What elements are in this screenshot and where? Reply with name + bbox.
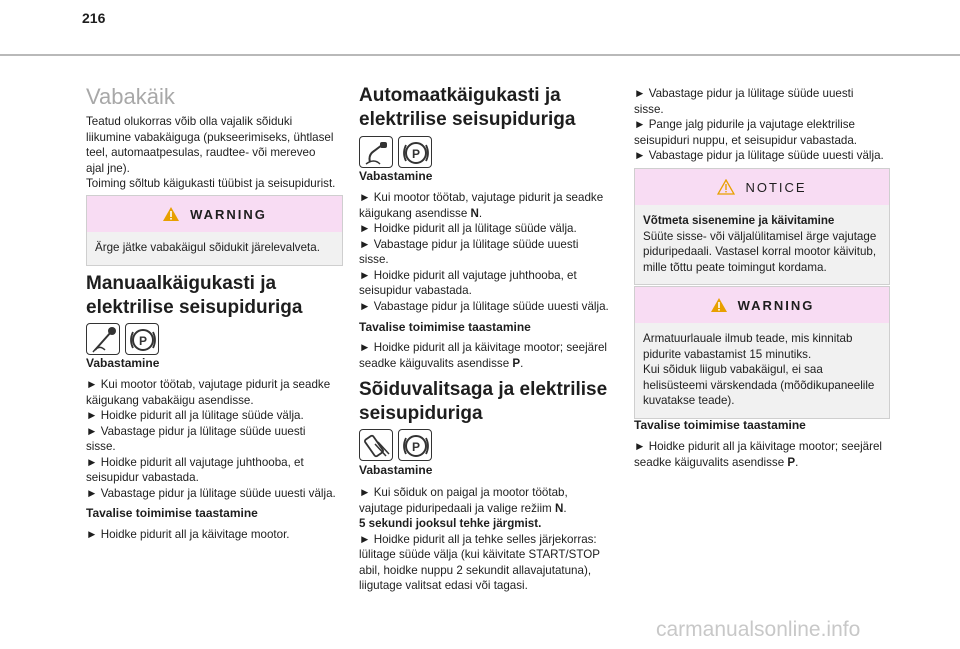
warning-line: Kui sõiduk liigub vabakäigul, ei saa [643, 363, 823, 376]
step-line: ► Vabastage pidur ja lülitage süüde uuesti välja. [86, 486, 336, 500]
bold-instruction: 5 sekundi jooksul tehke järgmist. [359, 517, 542, 530]
warning-triangle-icon [162, 206, 180, 222]
step-line: ► Pange jalg pidurile ja vajutage elektrilise [634, 118, 855, 131]
notice-body [635, 205, 889, 284]
notice-header [635, 169, 889, 205]
warning-line: pidurite vabastamist 15 minutiks. [643, 347, 812, 361]
section-title-manual [86, 272, 302, 320]
warning-box [634, 286, 890, 419]
release-steps [359, 190, 621, 314]
warning-body [635, 323, 889, 418]
warning-text: Ärge jätke vabakäigul sõidukit järelevalveta. [95, 241, 320, 254]
notice-line: mille tõttu peate toimingut kordama. [643, 260, 827, 274]
notice-line: Süüte sisse- või väljalülitamisel ärge vajutage [643, 229, 877, 243]
parking-brake-icon [398, 429, 432, 461]
step-line: ► Hoidke pidurit all vajutage juhthooba, et [86, 455, 304, 469]
restore-heading: Tavalise toimimise taastamine [86, 506, 258, 520]
restore-steps [359, 340, 621, 371]
icon-row [86, 323, 159, 355]
notice-triangle-icon [717, 179, 735, 195]
gear-p: P [512, 356, 521, 370]
step-line: ► Hoidke pidurit all ja käivitage mootor. [86, 528, 290, 541]
step-line: seadke käiguvalits asendisse P. [359, 356, 524, 370]
step-line: ► Hoidke pidurit all vajutage juhthooba, et [359, 268, 577, 282]
warning-label: WARNING [190, 206, 267, 222]
step-line: ► Vabastage pidur ja lülitage süüde uuesti [86, 424, 306, 438]
warning-triangle-icon [710, 297, 728, 313]
step-line: sisse. [359, 253, 389, 266]
intro-line: liikumine vabakäiguga (pukseerimiseks, ühtlasel [86, 130, 334, 144]
intro-line: Teatud olukorras võib olla vajalik sõiduki [86, 115, 293, 128]
release-steps [359, 485, 621, 594]
warning-box [86, 195, 343, 266]
step-line: ► Hoidke pidurit all ja lülitage süüde välja. [86, 409, 304, 422]
step-line: seadke käiguvalits asendisse P. [634, 455, 799, 469]
step-line: ► Hoidke pidurit all ja tehke selles järjekorras: [359, 532, 597, 546]
step-text: seadke käiguvalits asendisse [359, 356, 510, 370]
step-line: sisse. [634, 102, 664, 116]
section-title-automatic [359, 84, 575, 132]
restore-heading: Tavalise toimimise taastamine [359, 320, 531, 334]
notice-line: piduripedaali. Vastasel korral mootor käivitub, [643, 245, 877, 258]
notice-title: Võtmeta sisenemine ja käivitamine [643, 214, 835, 227]
step-line: ► Hoidke pidurit all ja käivitage mootor; seejärel [359, 341, 607, 354]
svg-text:P: P [139, 334, 148, 348]
section-title-line: seisupiduriga [359, 403, 483, 424]
page-title: Vabakäik [86, 84, 175, 109]
step-line: liigutage valitsat edasi või tagasi. [359, 579, 528, 592]
step-line: ► Vabastage pidur ja lülitage süüde uuesti [634, 87, 854, 100]
mode-n: N [554, 501, 564, 515]
step-line: ► Vabastage pidur ja lülitage süüde uuesti välja. [359, 299, 609, 313]
warning-line: Armatuurlauale ilmub teade, mis kinnitab [643, 332, 853, 345]
section-title-line: elektrilise seisupiduriga [359, 109, 576, 130]
restore-steps [634, 439, 896, 470]
step-line: vajutage piduripedaali ja valige režiim N. [359, 501, 567, 515]
parking-brake-icon [398, 136, 432, 168]
step-line: seisupiduri nuppu, et seisupidur vabastada. [634, 133, 858, 147]
intro-line: teel, automaatpesulas, raudtee- või mereveo [86, 146, 316, 159]
step-line-bold [359, 516, 621, 532]
step-line: ► Vabastage pidur ja lülitage süüde uuesti [359, 237, 579, 251]
notice-label: NOTICE [745, 179, 807, 195]
warning-line: helisüsteemi värskendada (mõõdikupaneelile [643, 378, 875, 392]
watermark: carmanualsonline.info [656, 618, 861, 641]
step-line: ► Hoidke pidurit all ja käivitage mootor; seejärel [634, 440, 882, 453]
section-title-selector [359, 378, 607, 426]
section-title-line: Manuaalkäigukasti ja [86, 273, 277, 294]
section-title-line: Sõiduvalitsaga ja elektrilise [359, 379, 608, 400]
notice-box [634, 168, 890, 285]
automatic-gearshift-icon [359, 136, 393, 168]
step-line: ► Kui mootor töötab, vajutage pidurit ja seadke [359, 191, 604, 204]
step-line: lülitage süüde välja (kui käivitate START/STOP [359, 548, 600, 561]
step-line: käigukang vabakäigu asendisse. [86, 393, 254, 407]
continued-steps [634, 86, 896, 164]
svg-text:P: P [412, 440, 421, 454]
gear-p: P [787, 455, 796, 469]
release-heading: Vabastamine [359, 463, 433, 477]
gear-n: N [470, 206, 479, 220]
icon-row [359, 136, 432, 168]
page-number: 216 [82, 10, 106, 26]
step-line: ► Kui sõiduk on paigal ja mootor töötab, [359, 486, 568, 499]
step-line: käigukang asendisse N. [359, 206, 483, 220]
intro-paragraph [86, 114, 346, 192]
step-line: ► Kui mootor töötab, vajutage pidurit ja seadke [86, 378, 331, 391]
warning-header [87, 196, 342, 232]
release-heading: Vabastamine [359, 169, 433, 183]
step-line: seisupidur vabastada. [359, 284, 472, 297]
icon-row [359, 429, 432, 461]
warning-header [635, 287, 889, 323]
release-steps [86, 377, 348, 501]
step-line: abil, hoidke nuppu 2 sekundit allavajutatuna), [359, 563, 592, 577]
restore-heading: Tavalise toimimise taastamine [634, 418, 806, 432]
intro-line: ajal jne). [86, 161, 130, 175]
parking-brake-icon [125, 323, 159, 355]
step-text: käigukang asendisse [359, 206, 468, 220]
release-heading: Vabastamine [86, 356, 160, 370]
intro-line: Toiming sõltub käigukasti tüübist ja seisupidurist. [86, 177, 336, 190]
manual-gearshift-icon [86, 323, 120, 355]
step-text: seadke käiguvalits asendisse [634, 455, 785, 469]
step-line: ► Hoidke pidurit all ja lülitage süüde välja. [359, 222, 577, 235]
header-divider [0, 54, 960, 56]
section-title-line: elektrilise seisupiduriga [86, 297, 303, 318]
step-line: seisupidur vabastada. [86, 471, 199, 484]
warning-line: kuvatakse teade). [643, 394, 735, 407]
section-title-line: Automaatkäigukasti ja [359, 85, 561, 106]
step-line: sisse. [86, 440, 116, 453]
gear-selector-icon [359, 429, 393, 461]
step-text: vajutage piduripedaali ja valige režiim [359, 501, 552, 515]
step-line: ► Vabastage pidur ja lülitage süüde uuesti välja. [634, 149, 884, 162]
svg-text:P: P [412, 147, 421, 161]
warning-label: WARNING [737, 297, 815, 313]
